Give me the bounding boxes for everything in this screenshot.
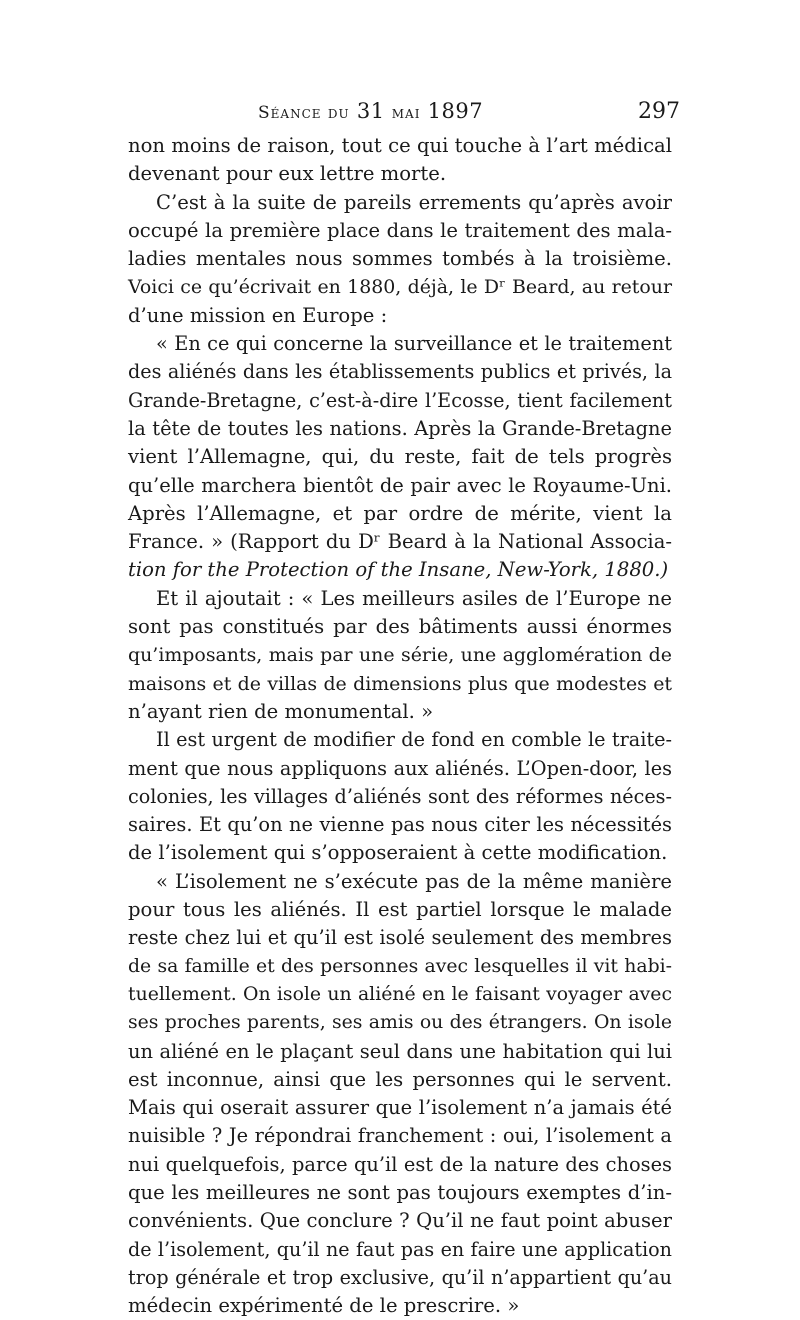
text-line: Et il ajoutait : « Les meilleurs asiles de l’Europe ne [156,586,672,610]
text-line: un aliéné en le plaçant seul dans une habitation qui lui [128,1039,672,1063]
quotation-paragraph [128,868,672,1320]
text-line: pour tous les aliénés. Il est partiel lorsque le malade [128,898,672,922]
text-line: de l’isolement, qu’il ne faut pas en faire une application [128,1237,672,1261]
text-line: ses proches parents, ses amis ou des étrangers. On isole [128,1012,672,1034]
text-line: des aliénés dans les établissements publics et privés, la [128,360,672,384]
text-line: qu’imposants, mais par une série, une agglomération de [128,644,672,667]
body-text [128,132,672,1320]
text-line: occupé la première place dans le traitement des mala- [128,218,672,242]
text-line: de sa famille et des personnes avec lesquelles il vit habi- [128,955,672,977]
text-line: maisons et de villas de dimensions plus que modestes et [128,672,672,695]
text-line: n’ayant rien de monumental. » [128,699,434,723]
text-line: tuellement. On isole un aliéné en le faisant voyager avec [128,983,672,1005]
text-line: « L’isolement ne s’exécute pas de la même manière [156,869,672,893]
text-line: ladies mentales nous sommes tombés à la troisième. [128,247,672,271]
running-title-month: mai [391,103,421,123]
text-line: Mais qui oserait assurer que l’isolement n’a jamais été [128,1096,672,1120]
page-number: 297 [638,99,680,124]
text-line: convénients. Que conclure ? Qu’il ne faut point abuser [128,1209,672,1233]
paragraph [128,726,672,867]
text-line: colonies, les villages d’aliénés sont des réformes néces- [128,784,672,808]
text-line: Après l’Allemagne, et par ordre de mérite, vient la [128,501,672,525]
text-line: ment que nous appliquons aux aliénés. L’Open-door, les [128,756,672,780]
running-title-prefix: Séance du [258,103,350,123]
text-line: la tête de toutes les nations. Après la Grande-Bretagne [128,416,672,440]
paragraph [128,132,672,189]
text-line: non moins de raison, tout ce qui touche à l’art médical [128,134,672,157]
text-line: reste chez lui et qu’il est isolé seulement des membres [128,926,672,950]
text-line: nuisible ? Je répondrai franchement : oui, l’isolement a [128,1124,672,1148]
page-header [258,99,680,129]
text-line: qu’elle marchera bientôt de pair avec le Royaume-Uni. [128,473,672,497]
text-line: Il est urgent de modifier de fond en comble le traite- [156,728,672,752]
running-title [258,99,483,123]
text-line: sont pas constitués par des bâtiments aussi énormes [128,615,672,639]
text-line: trop générale et trop exclusive, qu’il n’appartient qu’au [128,1265,672,1289]
paragraph [128,585,672,726]
text-line: de l’isolement qui s’opposeraient à cette modification. [128,841,668,865]
quotation-paragraph [128,330,672,585]
text-line: devenant pour eux lettre morte. [128,162,447,186]
text-line: d’une mission en Europe : [128,303,388,327]
text-line: Grande-Bretagne, c’est-à-dire l’Ecosse, tient facilement [128,388,672,412]
text-line: vient l’Allemagne, qui, du reste, fait de tels progrès [128,445,672,469]
text-line: médecin expérimenté de le prescrire. » [128,1294,520,1318]
paragraph [128,189,672,330]
text-line: France. » (Rapport du Dʳ Beard à la National Associa- [128,530,672,554]
text-line: nui quelquefois, parce qu’il est de la nature des choses [128,1152,672,1176]
running-title-year: 1897 [427,99,484,123]
running-title-date: 31 [356,99,385,123]
text-line: C’est à la suite de pareils errements qu’après avoir [156,190,672,214]
text-line: est inconnue, ainsi que les personnes qui le servent. [128,1067,672,1091]
text-line: saires. Et qu’on ne vienne pas nous citer les nécessités [128,813,672,837]
text-line: tion for the Protection of the Insane, New-York, 1880.) [128,558,669,582]
text-line: « En ce qui concerne la surveillance et le traitement [156,332,672,356]
text-line: Voici ce qu’écrivait en 1880, déjà, le Dʳ Beard, au retour [128,276,672,299]
text-line: que les meilleures ne sont pas toujours exemptes d’in- [128,1180,672,1204]
